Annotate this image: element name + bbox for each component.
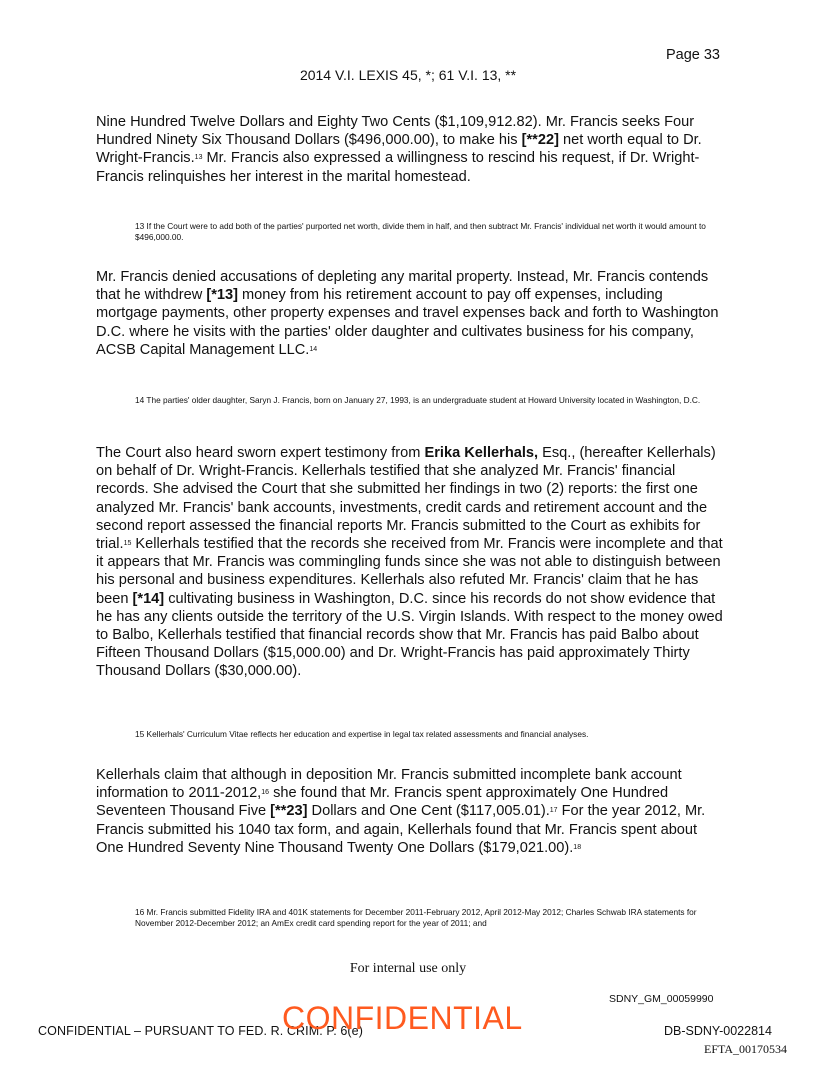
confidential-stamp: CONFIDENTIAL bbox=[282, 1000, 523, 1036]
confidential-notice: CONFIDENTIAL – PURSUANT TO FED. R. CRIM. P. 6(e) bbox=[38, 1024, 363, 1038]
star-page-marker: [**23] bbox=[270, 803, 308, 820]
star-page-marker: [*13] bbox=[206, 287, 238, 304]
bates-number-sdny: DB-SDNY-0022814 bbox=[664, 1024, 772, 1038]
footnote-ref: 13 bbox=[194, 154, 203, 162]
footnote-ref: 18 bbox=[573, 843, 582, 851]
paragraph-expert-testimony: The Court also heard sworn expert testimony from Erika Kellerhals, Esq., (hereafter Kellerhals) on behalf of Dr. Wright-Francis. Kellerhals testified that she analyzed Mr. Francis' financial records. She advised the Court that she submitted her findings in two (2) reports: the first one analyzed Mr. Francis' bank accounts, investments, credit cards and retirement account and the second report assessed the financial reports Mr. Francis submitted to the Court as exhibits for trial.$^{15}$ Kellerhals testified that the records she received from Mr. Francis were incomplete and that it appears that Mr. Francis was commingling funds since she was not able to distinguish between his personal and business expenditures. Kellerhals also refuted Mr. Francis' claim that he has been [*14] cultivating business in Washington, D.C. since his records do not show evidence that he has any clients outside the territory of the U.S. Virgin Islands. With respect to the money owed to Balbo, Kellerhals testified that financial records show that Mr. Francis has paid Balbo about Fifteen Thousand Dollars ($15,000.00) and Dr. Wright-Francis has paid approximately Thirty Thousand Dollars ($30,000.00). bbox=[96, 445, 723, 680]
footnote-ref: 16 bbox=[261, 789, 270, 797]
efta-number: EFTA_00170534 bbox=[704, 1042, 788, 1056]
star-page-marker: [**22] bbox=[521, 132, 559, 149]
footnote-16: 16 Mr. Francis submitted Fidelity IRA and 401K statements for December 2011-February 2012, April 2012-May 2012; Charles Schwab IRA statements for November 2012-December 2012; an AmEx credit card spending report for the year of 2011; and bbox=[135, 907, 697, 928]
paragraph-net-worth: Nine Hundred Twelve Dollars and Eighty Two Cents ($1,109,912.82). Mr. Francis seeks Four Hundred Ninety Six Thousand Dollars ($496,000.00), to make his [**22] net worth equal to Dr. Wright-Francis.$^{13}$ Mr. Francis also expressed a willingness to rescind his request, if Dr. Wright-Francis relinquishes her interest in the marital homestead. bbox=[96, 114, 702, 185]
footnote-ref: 14 bbox=[309, 345, 318, 353]
expert-name: Erika Kellerhals, bbox=[424, 445, 539, 461]
case-citation: 2014 V.I. LEXIS 45, *; 61 V.I. 13, ** bbox=[299, 67, 517, 83]
paragraph-denial: Mr. Francis denied accusations of depleting any marital property. Instead, Mr. Francis contends that he withdrew [*13] money from his retirement account to pay off expenses, including mortgage payments, other property expenses and travel expenses back and forth to Washington D.C. where he visits with the parties' older daughter and cultivates business for his company, ACSB Capital Management LLC.$^{14}$ bbox=[96, 269, 719, 358]
internal-use-notice: For internal use only bbox=[349, 961, 467, 976]
paragraph-kellerhals-claim: Kellerhals claim that although in deposition Mr. Francis submitted incomplete bank account information to 2011-2012,16 she found that Mr. Francis spent approximately One Hundred Seventeen Thousand Five [**23] Dollars and One Cent ($117,005.01).$^{17}$ For the year 2012, Mr. Francis submitted his 1040 tax form, and again, Kellerhals found that Mr. Francis spent about One Hundred Seventy Nine Thousand Twenty One Dollars ($179,021.00).$^{18}$ bbox=[96, 767, 706, 856]
footnote-ref: 17 bbox=[549, 807, 558, 815]
footnote-13: 13 If the Court were to add both of the parties' purported net worth, divide them in half, and then subtract Mr. Francis' individual net worth it would amount to $496,000.00. bbox=[135, 221, 706, 242]
footnote-14: 14 The parties' older daughter, Saryn J. Francis, born on January 27, 1993, is an undergraduate student at Howard University located in Washington, D.C. bbox=[135, 395, 701, 405]
footnote-15: 15 Kellerhals' Curriculum Vitae reflects her education and expertise in legal tax related assessments and financial analyses. bbox=[135, 729, 589, 739]
footnote-ref: 15 bbox=[123, 540, 132, 548]
page-number: Page 33 bbox=[665, 47, 720, 63]
star-page-marker: [*14] bbox=[132, 590, 165, 607]
bates-number-gm: SDNY_GM_00059990 bbox=[609, 993, 714, 1005]
